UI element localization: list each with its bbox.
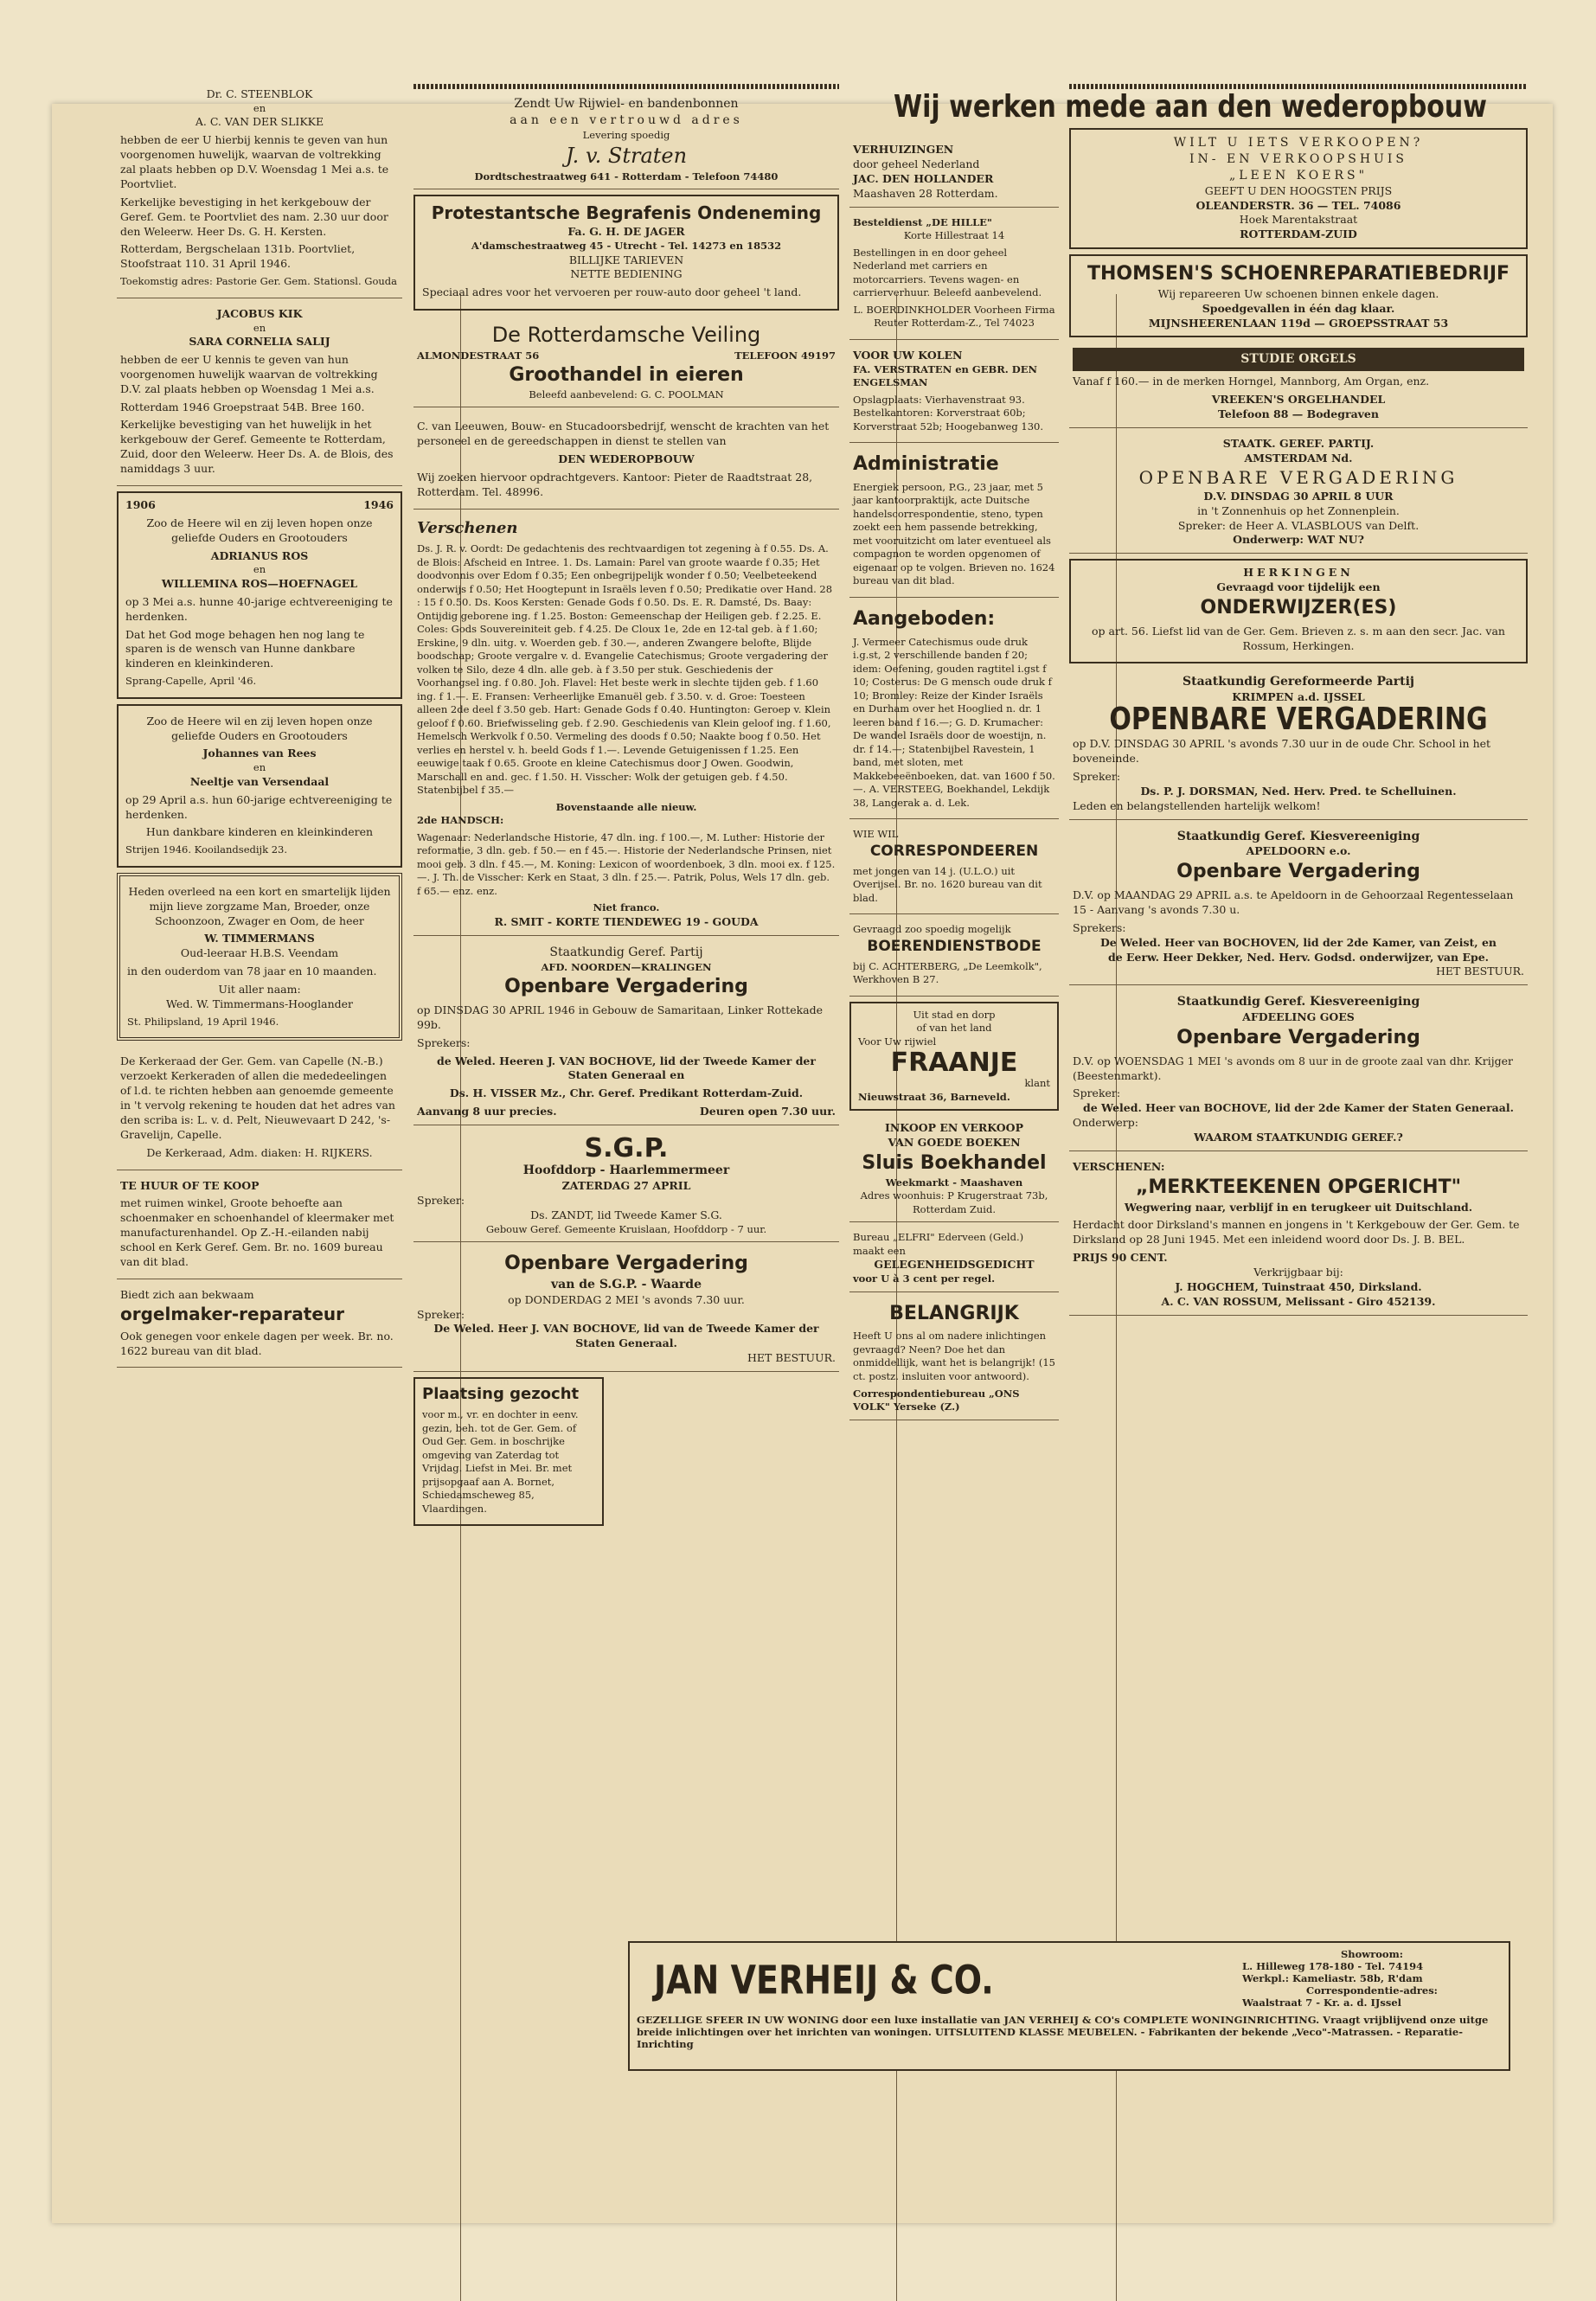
speakers-label: Spreker: [417,1307,465,1321]
heading: Openbare Vergadering [504,976,748,998]
signature: Beleefd aanbevelend: G. C. POOLMAN [529,388,724,401]
body: C. van Leeuwen, Bouw- en Stucadoorsbedrijf, wenscht de krachten van het personeel en de gereedschappen in dienst te stellen van [417,420,830,448]
line: Zendt Uw Rijwiel- en bandenbonnen [514,97,739,111]
heading: „MERKTEEKENEN OPGERICHT" [1135,1176,1462,1198]
body: Heeft U ons al om nadere inlichtingen gevraagd? Neen? Doe het dan onmiddellijk, want het is belangrijk! (15 ct. postz. insluiten voor antwoord). [853,1330,1056,1382]
line: IN- EN VERKOOPSHUIS [1189,151,1407,166]
book-list: Ds. J. R. v. Oordt: De gedachtenis des rechtvaardigen tot zegening à f 0.55. Ds. A. de Blois: Afscheid en Intree. 1. Ds. Lamain: Parel van groote waarde f 0.35; Het doodvonnis over Edom f 0.35; Een onbegrijpelijk wonder f 0.50; Veelbeteekend onderwijs f 0.50; Het Hoogtepunt in Israëls leven f 0.50; Predikatie over Hand. 28 : 15 f 0.50. Ds. Koos Kersten: Genade Gods f 0.50. Ds. E. R. Damsté, Ds. Baay: Ontijdig geborene ing. f 1.25. Boston: Gemeenschap der Heiligen geb. f 2.25. E. Coles: Gods Souvereiniteit geb. f 4.25. De Cloux 1e, 2de en 12-tal geb. à f 1.60; Erskine, 9 dln. uitg. v. Woerden geb. f 30.—, anderen Zwangere belofte, Blijde boodschap; Groote vergalre v. d. Evangelie Catechismus; Groote vergadering der volken te Silo, deze 4 dln. alle geb. à f 3.50 per stuk. Geschiedenis der Voorhangsel ing. f 0.80. Joh. Flavel: Het beste werk in slechte tijden geb. f 1.60 ing. f 1.—. E. Fransen: Verheerlijke Emanuël geb. f 3.50. v. d. Groe: Toesteen alleen 2de deel f 3.50 geb. Hart: Genade Gods f 0.40. Huntington: Geroep v. Klein geloof f 0.60. Briefwisseling geb. f 2.90. Geschiedenis van Klein geloof ing. f 1.60, Hemelsch Werkvolk f 0.50. Vermeling des doods f 0.50; Naakte boog f 0.50. Het verlies en herstel v. h. beeld Gods f 1.—. Levende Getuigenissen f 1.25. Een eeuwige taak f 0.65. Groote en kleine Catechismus door J Owen. Goodwin, Marschall en and. gec. f 1.50. H. Visscher: Wolk der getuigen geb. f 4.50. Statenbijbel f 35.— [417,542,833,797]
heading: S.G.P. [584,1133,669,1164]
speaker: de Weled. Heer van BOCHOVE, lid der 2de Kamer der Staten Generaal. [1083,1101,1514,1115]
conjunction: en [253,321,266,334]
body: hebben de eer U kennis te geven van hun voorgenomen huwelijk waarvan de voltrekking D.V. zal plaats hebben op Woensdag 1 Mei a.s. [120,352,378,395]
ad-studie-orgels [1069,343,1528,428]
subheading: Wegwering naar, verblijf in en terugkeer uit Duitschland. [1124,1200,1473,1214]
ad-orgelmaker [117,1283,402,1368]
firm-name: VREEKEN'S ORGELHANDEL [1211,393,1386,407]
place: St. Philipsland, 19 April 1946. [127,1015,279,1028]
ad-plaatsing [413,1377,604,1526]
line: aan een vertrouwd adres [510,112,743,127]
body: bij C. ACHTERBERG, „De Leemkolk", Werkhoven B 27. [853,959,1042,986]
body: D.V. op MAANDAG 29 APRIL a.s. te Apeldoorn in de Gehoorzaal Regentesselaan 15 - Aanvang 's avonds 7.30 u. [1073,888,1514,916]
heading: DEN WEDEROPBOUW [558,452,695,466]
body: Kerkelijke bevestiging in het kerkgebouw der Geref. Gem. te Poortvliet des nam. 2.30 uur door den Weleerw. Heer Ds. G. H. Kersten. [120,195,388,238]
party: Staatkundig Geref. Kiesvereeniging [1176,829,1420,843]
year: 1946 [363,497,394,511]
intro: WIE WIL [853,828,899,841]
ad-verschenen [413,513,839,936]
speakers-label: Spreker: [1073,769,1121,783]
ad-merkteekenen [1069,1155,1528,1316]
location: Gebouw Geref. Gemeente Kruislaan, Hoofddorp - 7 uur. [485,1222,767,1235]
line: Levering spoedig [582,128,670,141]
signature-intro: Uit aller naam: [218,983,301,997]
name: ADRIANUS ROS [210,548,309,562]
line: of van het land [916,1022,992,1035]
ad-thomsen [1069,254,1528,337]
heading: Administratie [853,453,999,476]
intro: VERSCHENEN: [1073,1159,1165,1173]
phone: TELEFOON 49197 [734,349,836,362]
body: Bestellingen in en door geheel Nederland met carriers en motorcarriers. Tevens wagen- en carrierverhuur. Beleefd aanbevelend. [853,246,1042,299]
line: voor U à 3 cent per regel. [853,1272,996,1285]
body: Speciaal adres voor het vervoeren per rouw-auto door geheel 't land. [422,285,802,299]
street: ALMONDESTRAAT 56 [417,349,540,362]
seller: R. SMIT - KORTE TIENDEWEG 19 - GOUDA [494,914,759,928]
ad-de-hille [849,211,1059,340]
conjunction: en [253,761,266,774]
name: Dr. C. STEENBLOK [206,87,313,100]
address: OLEANDERSTR. 36 — TEL. 74086 [1195,198,1401,212]
obituary-timmermans [117,873,402,1042]
ad-aangeboden [849,601,1059,819]
signature: HET BESTUUR. [747,1351,836,1365]
book-list: Wagenaar: Nederlandsche Historie, 47 dln. ing. f 100.—, M. Luther: Historie der reformatie, 3 dln. geb. f 50.— en f 45.—. Historie der Nederlandsche Prinsen, niet mooi geb. 3 dln. f 45.—, M. Koning: Lexicon of woordenboek, 3 dln. mooi ex. f 125.—. J. Th. de Visscher: Kerk en Staat, 3 dln. f 25.—. Patrik, Polus, Wels 17 dln. geb. f 65.— enz. enz. [417,830,836,897]
body: De Kerkeraad der Ger. Gem. van Capelle (N.-B.) verzoekt Kerkeraden of allen die mededeelingen of l.d. te richten hebben aan genoemde gemeente in 't vervolg rekening te houden dat het adres van den scriba is: L. v. d. Pelt, Nieuwevaart D 242, 's-Gravelijn, Capelle. [120,1054,395,1141]
ad-verhuizingen [849,138,1059,208]
party: Staatkundig Geref. Partij [549,945,703,959]
body: voor m., vr. en dochter in eenv. gezin, beh. tot de Ger. Gem. of Oud Ger. Gem. in boschrijke omgeving van Zaterdag tot Vrijdag. Liefst in Mei. Br. met prijsopgaaf aan A. Bornet, Schiedamscheweg 85, Vlaardingen. [422,1408,579,1515]
heading: orgelmaker-reparateur [120,1303,344,1324]
heading: THOMSEN'S SCHOENREPARATIEBEDRIJF [1086,263,1510,285]
age: in den ouderdom van 78 jaar en 10 maanden. [127,965,377,978]
ad-straten [413,91,839,189]
column-2 [413,82,839,2184]
firm-name: JAN VERHEIJ & CO. [654,1957,994,2003]
address: Adres woonhuis: P Krugerstraat 73b, Rotterdam Zuid. [860,1189,1048,1215]
thanks: Hun dankbare kinderen en kleinkinderen [145,825,374,839]
heading: Openbare Vergadering [504,1253,748,1275]
heading: Openbare Vergadering [1176,861,1420,883]
speaker: Ds. P. J. DORSMAN, Ned. Herv. Pred. te Schelluinen. [1140,784,1457,798]
firm-name: FRAANJE [890,1048,1018,1079]
line: Bureau „ELFRI" Ederveen (Geld.) maakt een [853,1231,1024,1257]
trade: Groothandel in eieren [509,364,744,387]
body: J. Vermeer Catechismus oude druk i.g.st, 2 verschillende banden f 20; idem: Oefening, gouden ragtitel i.gst f 10; Costerus: De G mensch oude druk f 10; Bromley: Reize der Kinder Israëls en Durham over het Hooglied n. dr. 1 leeren band f 16.—; G. D. Krumacher: De wandel Israëls door de woestijn, n. dr. f 14.—; Statenbijbel Ravestein, 1 band, met sloten, met Makkebeeënboeken, dat. van 1600 f 50.—. A. VERSTEEG, Boekhandel, Lekdijk 38, Langerak a. d. Lek. [853,635,1055,809]
year: 1906 [125,497,156,511]
firm-name: JAC. DEN HOLLANDER [853,171,994,185]
conjunction: en [253,101,266,114]
party: STAATK. GEREF. PARTIJ. [1222,437,1375,450]
seller: J. HOGCHEM, Tuinstraat 450, Dirksland. [1175,1279,1422,1293]
section: AMSTERDAM Nd. [1244,451,1353,465]
banner-wederopbouw: Wij werken mede aan den wederopbouw [894,88,1487,125]
anniversary-ros [117,491,402,699]
body: Energiek persoon, P.G., 23 jaar, met 5 jaar kantoorpraktijk, acte Duitsche handelscorrespondentie, steno, typen zoekt een hem passende betrekking, met vooruitzicht om later eventueel als compagnon te worden opgenomen of eigenaar op te volgen. Brieven no. 1624 bureau van dit blad. [853,480,1055,587]
body: op DINSDAG 30 APRIL 1946 in Gebouw de Samaritaan, Linker Rottekade 99b. [417,1003,824,1031]
address: Rotterdam 1946 Groepstraat 54B. Bree 160. [120,400,365,413]
line: INKOOP EN VERKOOP [885,1121,1023,1135]
party: Staatkundig Geref. Kiesvereeniging [1176,995,1420,1009]
ad-sgp-hoofddorp [413,1129,839,1242]
body: Herdacht door Dirksland's mannen en jongens in 't Kerkgebouw der Ger. Gem. te Dirksland op 28 Juni 1945. Met een inleidend woord door Ds. J. B. BEL. [1073,1218,1520,1247]
heading: Aangeboden: [853,607,996,630]
heading: STUDIE ORGELS [1073,348,1524,371]
body: op 29 April a.s. hun 60-jarige echtvereeniging te herdenken. [125,792,393,821]
body: op D.V. DINSDAG 30 APRIL 's avonds 7.30 uur in de oude Chr. School in het boveneinde. [1073,737,1491,766]
city: ROTTERDAM-ZUID [1240,228,1357,241]
intro: Heden overleed na een kort en smartelijk lijden mijn lieve zorgzame Man, Broeder, onze Schoonzoon, Zwager en Oom, de heer [128,884,391,927]
anniversary-rees [117,704,402,868]
name: A. C. VAN DER SLIKKE [195,115,324,129]
address: L. Hilleweg 178-180 - Tel. 74194 [1242,1960,1424,1972]
line: VAN GOEDE BOEKEN [888,1136,1021,1150]
body: D.V. op WOENSDAG 1 MEI 's avonds om 8 uur in de groote zaal van dhr. Krijger (Beestenmarkt). [1073,1054,1513,1082]
body: met ruimen winkel, Groote behoefte aan schoenmaker en schoenhandel of kleermaker met manufacturenhandel. Op Z.-H.-eilanden nabij school en Kerk Geref. Gem. Br. no. 1609 bureau van dit blad. [120,1196,394,1268]
ad-elfri [849,1226,1059,1292]
name: Johannes van Rees [202,747,317,760]
heading: VOOR UW KOLEN [853,348,963,362]
firm-name: J. v. Straten [565,144,688,169]
firm-name: Sluis Boekhandel [862,1152,1047,1175]
heading: Openbare Vergadering [1176,1027,1420,1049]
line: BILLIJKE TARIEVEN [568,253,684,266]
heading: BOERENDIENSTBODE [867,937,1042,955]
ad-belangrijk [849,1296,1059,1420]
name: W. TIMMERMANS [204,932,315,945]
body: Opslagplaats: Vierhavenstraat 93. Bestelkantoren: Korverstraat 60b; Korverstraat 52b; Hoogebanweg 130. [853,393,1043,433]
footer: Leden en belangstellenden hartelijk welkom! [1073,798,1321,812]
body: Wij zoeken hiervoor opdrachtgevers. Kantoor: Pieter de Raadtstraat 28, Rotterdam. Tel. 48996. [417,470,813,498]
address: Nieuwstraat 36, Barneveld. [858,1090,1010,1103]
line: Spoedgevallen in één dag klaar. [1202,301,1395,315]
conjunction: en [253,563,266,576]
place: Sprang-Capelle, April '46. [125,675,257,688]
heading: De Rotterdamsche Veiling [491,323,761,348]
address: MIJNSHEERENLAAN 119d — GROEPSSTRAAT 53 [1148,316,1449,330]
ad-boerendienstbode [849,918,1059,996]
speakers-label: Spreker: [1073,1086,1121,1100]
speakers-label: Sprekers: [417,1035,471,1049]
speaker: Ds. ZANDT, lid Tweede Kamer S.G. [530,1208,722,1221]
signature: De Kerkeraad, Adm. diaken: H. RIJKERS. [146,1145,373,1159]
subheading: van de S.G.P. - Waarde [550,1277,702,1292]
body: GEZELLIGE SFEER IN UW WONING door een luxe installatie van JAN VERHEIJ & CO's COMPLETE WONINGINRICHTING. Vraagt vrijblijvend onze uitge breide inlichtingen over het inrichten van woningen. UITSLUITEND KLASSE MEUBELEN. - Fabrikanten der bekende „Veco"-Matrassen. - Reparatie-Inrichting [637,2014,1489,2050]
heading: Protestantsche Begrafenis Ondeneming [431,202,822,224]
date: op DONDERDAG 2 MEI 's avonds 7.30 uur. [508,1292,745,1306]
line: Uit stad en dorp [913,1008,996,1021]
firm-name: Fa. G. H. DE JAGER [567,225,685,239]
notice-kik [117,302,402,486]
name: WILLEMINA ROS—HOEFNAGEL [161,576,358,590]
ad-correspondeeren [849,823,1059,914]
price: PRIJS 90 CENT. [1073,1251,1168,1265]
topic: Onderwerp: WAT NU? [1233,533,1364,547]
section: AFDEELING GOES [1242,1010,1355,1024]
body: op 3 Mei a.s. hunne 40-jarige echtvereeniging te herdenken. [125,594,393,623]
ad-apeldoorn [1069,824,1528,986]
ad-sgp-waarde [413,1246,839,1372]
subheading: 2de HANDSCH: [417,814,504,827]
address: Werkpl.: Kameliastr. 58b, R'dam [1242,1972,1423,1984]
ad-goes [1069,989,1528,1151]
topic-label: Onderwerp: [1073,1116,1138,1130]
speaker: de Weled. Heeren J. VAN BOCHOVE, lid der Tweede Kamer der Staten Generaal en [437,1054,816,1082]
address: Rotterdam, Bergschelaan 131b. Poortvliet, Stoofstraat 110. 31 April 1946. [120,242,356,271]
party: Staatkundig Gereformeerde Partij [1183,675,1414,689]
ad-veiling [413,316,839,407]
speakers-label: Sprekers: [1073,920,1126,934]
seller-label: Verkrijgbaar bij: [1253,1266,1343,1279]
body: met jongen van 14 j. (U.L.O.) uit Overijsel. Br. no. 1620 bureau van dit blad. [853,864,1042,904]
thanks: Dat het God moge behagen hen nog lang te sparen is de wensch van Hunne dankbare kinderen en kleinkinderen. [125,627,365,670]
phone: Telefoon 88 — Bodegraven [1218,407,1379,421]
body: hebben de eer U hierbij kennis te geven van hun voorgenomen huwelijk, waarvan de voltrekking zal plaats hebben op D.V. Woensdag 1 Mei a.s. te Poortvliet. [120,133,389,190]
name: SARA CORNELIA SALIJ [189,335,330,349]
name: JACOBUS KIK [216,306,303,320]
role: Oud-leeraar H.B.S. Veendam [180,946,339,960]
name: Neeltje van Versendaal [189,774,330,788]
body: Vanaf f 160.— in de merken Horngel, Mannborg, Am Organ, enz. [1073,375,1430,388]
intro: Gevraagd zoo spoedig mogelijk [853,923,1011,936]
note: Niet franco. [593,901,660,914]
address: Weekmarkt - Maashaven [885,1176,1023,1189]
speaker: Ds. H. VISSER Mz., Chr. Geref. Predikant Rotterdam-Zuid. [449,1086,804,1100]
signature: L. BOERDINKHOLDER Voorheen Firma Reuter Rotterdam-Z., Tel 74023 [853,303,1055,330]
heading: CORRESPONDEEREN [869,842,1039,860]
heading: Besteldienst „DE HILLE" [853,215,992,228]
intro: Zoo de Heere wil en zij leven hopen onze geliefde Ouders en Grootouders [146,516,373,544]
heading: OPENBARE VERGADERING [1109,701,1488,738]
ad-kolen [849,343,1059,443]
body: Ook genegen voor enkele dagen per week. Br. no. 1622 bureau van dit blad. [120,1329,394,1357]
ad-jan-verheij [628,1941,1510,2071]
firm-name: „LEEN KOERS" [1228,168,1368,183]
ad-herkingen [1069,559,1528,663]
line: WILT U IETS VERKOOPEN? [1173,136,1424,150]
notice-kerkeraad [117,1046,402,1170]
line: Wij repareeren Uw schoenen binnen enkele dagen. [1157,286,1439,300]
place: Strijen 1946. Kooilandsedijk 23. [125,843,288,856]
heading: Verschenen [417,518,518,537]
heading: TE HUUR OF TE KOOP [120,1178,260,1192]
heading: Plaatsing gezocht [422,1385,580,1403]
address: Maashaven 28 Rotterdam. [853,186,998,200]
speaker: de Eerw. Heer Dekker, Ned. Herv. Godsd. onderwijzer, van Epe. [1107,950,1490,964]
line: klant [1024,1077,1050,1090]
ad-noorden-kralingen [413,939,839,1125]
future-address: Toekomstig adres: Pastorie Ger. Gem. Stationsl. Gouda [120,275,397,288]
section: AFD. NOORDEN—KRALINGEN [541,960,712,973]
heading: OPENBARE VERGADERING [1138,466,1458,488]
column-3 [849,82,1059,2184]
note: Bovenstaande alle nieuw. [555,800,697,813]
topic: WAAROM STAATKUNDIG GEREF.? [1194,1131,1403,1144]
date: ZATERDAG 27 APRIL [561,1178,691,1192]
address: Korte Hillestraat 14 [903,229,1005,242]
ad-krimpen [1069,669,1528,819]
location: in 't Zonnenhuis op het Zonnenplein. [1197,503,1400,517]
column-1 [117,82,402,2184]
ad-van-leeuwen [413,411,839,509]
line: Voor Uw rijwiel [858,1035,937,1048]
signature: HET BESTUUR. [1435,965,1524,978]
section: APELDOORN e.o. [1246,844,1351,858]
showroom-label: Showroom: [1340,1948,1404,1960]
ad-leen-koers [1069,128,1528,249]
body: Kerkelijke bevestiging van het huwelijk in het kerkgebouw der Geref. Gemeente te Rotterdam, Zuid, door den Weleerw. Heer Ds. A. de Blois, des namiddags 3 uur. [120,418,394,476]
firm-name: FA. VERSTRATEN en GEBR. DEN ENGELSMAN [853,362,1038,389]
ad-de-jager [413,195,839,311]
address: Dordtschestraatweg 641 - Rotterdam - Telefoon 74480 [474,170,779,183]
ad-amsterdam [1069,432,1528,554]
line: GEEFT U DEN HOOGSTEN PRIJS [1204,183,1393,197]
speaker: De Weled. Heer van BOCHOVEN, lid der 2de Kamer, van Zeist, en [1099,935,1497,949]
ad-sluis-boekhandel [849,1116,1059,1222]
line: NETTE BEDIENING [570,267,683,281]
speaker: De Weled. Heer J. VAN BOCHOVE, lid van de Tweede Kamer der Staten Generaal. [433,1322,819,1350]
speaker: Spreker: de Heer A. VLASBLOUS van Delft. [1177,518,1420,532]
speakers-label: Spreker: [417,1193,465,1207]
section: KRIMPEN a.d. IJSSEL [1232,690,1365,704]
ad-administratie [849,446,1059,598]
start: Aanvang 8 uur precies. [417,1105,557,1118]
line: GELEGENHEIDSGEDICHT [874,1258,1035,1272]
intro: Biedt zich aan bekwaam [120,1287,254,1301]
signature: Correspondentiebureau „ONS VOLK" Yerseke (Z.) [853,1387,1020,1413]
address-label: Correspondentie-adres: [1306,1984,1438,1997]
place: HERKINGEN [1243,566,1354,580]
place: Hoofddorp - Haarlemmermeer [522,1163,730,1178]
address: Waalstraat 7 - Kr. a. d. IJssel [1242,1997,1401,2009]
ad-fraanje [849,1002,1059,1112]
date: D.V. DINSDAG 30 APRIL 8 UUR [1203,489,1394,503]
heading: BELANGRIJK [889,1302,1019,1324]
intro: Zoo de Heere wil en zij leven hopen onze geliefde Ouders en Grootouders [146,714,373,742]
address: Hoek Marentakstraat [1239,213,1358,227]
signature: Wed. W. Timmermans-Hooglander [165,997,354,1010]
heading: ONDERWIJZER(ES) [1200,597,1397,619]
address: A'damschestraatweg 45 - Utrecht - Tel. 14273 en 18532 [471,240,782,253]
seller: A. C. VAN ROSSUM, Melissant - Giro 452139. [1161,1294,1436,1308]
heading: VERHUIZINGEN [853,143,954,156]
subheading: Gevraagd voor tijdelijk een [1216,580,1381,594]
body: op art. 56. Liefst lid van de Ger. Gem. Brieven z. s. m aan den secr. Jac. van Rossum, Herkingen. [1092,624,1505,652]
line: door geheel Nederland [853,157,980,170]
notice-steenblok [117,82,402,298]
ad-te-huur [117,1174,402,1279]
doors: Deuren open 7.30 uur. [699,1105,836,1118]
